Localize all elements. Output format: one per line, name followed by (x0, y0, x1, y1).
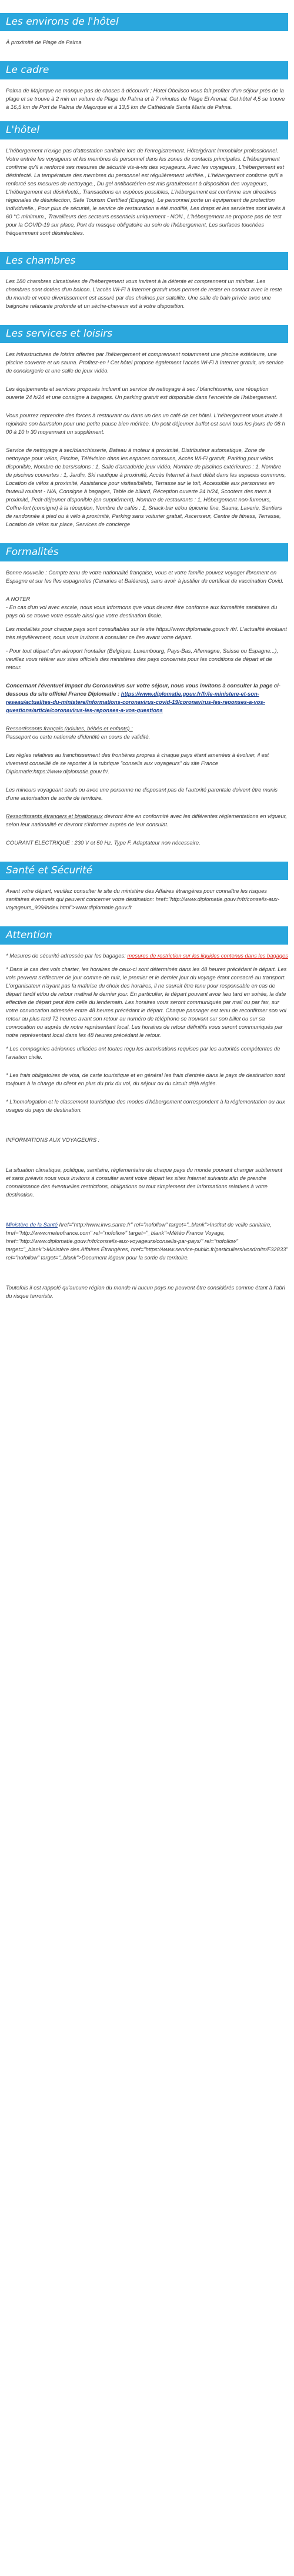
french-nationals-heading: Ressortissants français (adultes, bébés et enfants) : (6, 725, 133, 732)
note-text-3: - Pour tout départ d'un aéroport frontalier (Belgique, Luxembourg, Pays-Bas, Allemagne, Suisse ou Espagne...), veuillez vous référer aux sites officiels des ministères des pays concernés pour les conditions de départ et de retour. (6, 647, 279, 670)
services-text-2: Les équipements et services proposés incluent un service de nettoyage à sec / blanchisserie, une réception ouverte 24 h/24 et une consigne à bagages. Un parking gratuit est disponible dans l'enceinte de l'hébergement. (6, 385, 278, 400)
note-text-2: Les modalités pour chaque pays sont consultables sur le site https://www.diplomatie.gouv.fr /fr/. L'actualité évoluant très régulièrement, nous vous invitons à consulter ce lien avant votre départ. (6, 626, 287, 640)
attention-charter-text: * Dans le cas des vols charter, les horaires de ceux-ci sont déterminés dans les 48 heures précédant le départ. Les vols peuvent s'effectuer de jour comme de nuit, le premier et le dernier jour du voyage étant consacré au transport. L'organisateur n'ayant pas la maîtrise du choix des horaires, il ne saurait être tenu pour responsable en cas de départ tardif et/ou de retour matinal le dernier jour. En particulier, le départ pouvant avoir lieu tard en soirée, la date effective de départ peut être celle du lendemain. Les horaires vous seront communiqués par mail ou par fax, sur votre convocation adressée entre 48 heures précédant le départ. Chaque passager est tenu de reconfirmer son vol retour au plus tard 72 heures avant son retour au numéro de téléphone se trouvant sur son billet ou sur sa convocation ou auprès de notre représentant local. Les horaires de retour définitifs vous seront communiqués par notre représentant local dans les 48 heures précédant le retour. (6, 966, 287, 1038)
section-cadre (0, 61, 294, 111)
section-title-chambres: Les chambres (0, 252, 288, 270)
section-formalites (0, 543, 294, 847)
attention-airlines-text: * Les compagnies aériennes utilisées ont toutes reçu les autorisations requises par les autorités compétentes de l'aviation civile. (6, 1045, 280, 1060)
note-heading: A NOTER (6, 596, 31, 602)
section-attention (0, 926, 294, 1300)
coronavirus-link[interactable]: https://www.diplomatie.gouv.fr/fr/le-ministere-et-son-reseau/actualites-du-ministere/informations-coronavirus-covid-19/coronavirus-les-reponses-a-vos-questions/article/coronavirus-les-reponses-a-vos-questions (6, 690, 265, 713)
cadre-text: Palma de Majorque ne manque pas de choses à découvrir ; Hotel Obelisco vous fait profiter d'un séjour près de la plage et se trouve à 2 min en voiture de Plage de Palma et à 7 minutes de Plage El Arenal. Cet hôtel 4,5 se trouve à 16,5 km de Port de Palma de Majorque et à 13,5 km de Cathédrale Santa Maria de Palma. (6, 87, 285, 110)
attention-security-text: * Mesures de sécurité adressée par les bagages: (6, 952, 128, 959)
section-title-cadre: Le cadre (0, 61, 288, 79)
section-services (0, 325, 294, 529)
section-title-formalites: Formalités (0, 543, 288, 561)
section-title-environs: Les environs de l'hôtel (0, 13, 288, 31)
foreign-nationals-heading: Ressortissants étrangers et binationaux (6, 813, 103, 819)
services-text-4: Service de nettoyage à sec/blanchisserie, Bateau à moteur à proximité, Distributeur automatique, Zone de nettoyage pour vélos, Piscine, Télévision dans les espaces communs, Accès Wi-Fi gratuit, Parking pour vélos disponible, Nombre de bars/salons : 1, Salle d'arcade/de jeux vidéo, Nombre de piscines extérieures : 1, Nombre de piscines couvertes : 1, Jardin, Ski nautique à proximité, Accès Internet à haut débit dans les espaces communs, Location de vélos à proximité, Assistance pour visites/billets, Terrasse sur le toit, Accessible aux personnes en fauteuil roulant - N/A, Consigne à bagages, Table de billard, Réception ouverte 24 h/24, Scooters des mers à proximité, Petit-déjeuner disponible (en supplément), Nombre de restaurants : 1, Hébergement non-fumeurs, Coffre-fort (consigne) à la réception, Nombre de cafés : 1, Snack-bar et/ou épicerie fine, Sauna, Laverie, Sentiers de randonnée à pied ou à vélo à proximité, Parking sans voiturier gratuit, Ascenseur, Centre de fitness, Terrasse, Location de vélos sur place, Services de concierge (6, 447, 286, 527)
coronavirus-notice (6, 682, 288, 714)
section-sante (0, 862, 294, 912)
power-text: COURANT ÉLECTRIQUE : 230 V et 50 Hz. Type F. Adaptateur non nécessaire. (6, 839, 201, 846)
environs-text: À proximité de Plage de Palma (6, 39, 82, 45)
useful-links-text: href="http://www.invs.sante.fr" rel="nofollow" target="_blank">Institut de veille sanitaire, href="http://www.meteofrance.com" rel="nofollow" target="_blank">Météo France Voyage, href="http://www.diplomatie.gouv.fr/fr/conseils-aux-voyageurs/conseils-par-pays/" rel="nofollow" target="_blank">Ministère des Affaires Étrangères, href="https://www.service-public.fr/particuliers/vosdroits/F32833" rel="nofollow" target="_blank">Document légaux pour la sortie du territoire. (6, 1221, 288, 1261)
section-title-attention: Attention (0, 926, 288, 945)
sante-text: Avant votre départ, veuillez consulter le site du ministère des Affaires étrangères pour connaître les risques sanitaires éventuels qui peuvent concerner votre destination: href="http://www.diplomatie.gouv.fr/fr/conseils-aux-voyageurs_909/index.html">www.diplomatie.gouv.fr (6, 888, 280, 910)
health-ministry-link[interactable]: Ministère de la Santé (6, 1221, 58, 1228)
foreign-nationals (6, 812, 288, 829)
border-rules-text: Les règles relatives au franchissement des frontières propres à chaque pays étant amenées à évoluer, il est vivement conseillé de se reporter à la rubrique "conseils aux voyageurs" du site France Diplomatie:https://www.diplomatie.gouv.fr/. (6, 752, 269, 775)
chambres-text: Les 180 chambres climatisées de l'hébergement vous invitent à la détente et comprennent un minibar. Les chambres sont dotées d'un balcon. L'accès Wi-Fi à Internet gratuit vous permet de rester en contact avec le reste du monde et votre divertissement est assuré par des chaînes par satellite. Une salle de bain privée avec une baignoire relaxante profonde et un sèche-cheveux est à votre disposition. (6, 278, 282, 309)
section-title-sante: Santé et Sécurité (0, 862, 288, 880)
french-nationals-text: Passeport ou carte nationale d'identité en cours de validité. (6, 733, 151, 740)
services-text-3: Vous pourrez reprendre des forces à restaurant ou dans un des un café de cet hôtel. L'hébergement vous invite à rejoindre son bar/salon pour une petite pause bien méritée. Un petit déjeuner buffet est servi tous les jours de 08 h 00 à 10 h 30 moyennant un supplément. (6, 412, 285, 435)
attention-fees-text: * Les frais obligatoires de visa, de carte touristique et en général les frais d'entrée dans le pays de destination sont toujours à la charge du client en plus du prix du vol, du séjour ou du circuit déjà réglés. (6, 1072, 285, 1086)
section-environs (0, 13, 294, 46)
section-chambres (0, 252, 294, 310)
foreign-nationals-text: devront être en conformité avec les différentes réglementations en vigueur, selon leur nationalité et devront s'informer auprès de leur consulat. (6, 813, 287, 827)
minors-text: Les mineurs voyageant seuls ou avec une personne ne disposant pas de l'autorité parentale doivent être munis d'une autorisation de sortie de territoire. (6, 786, 278, 801)
section-title-services: Les services et loisirs (0, 325, 288, 343)
useful-links (6, 1221, 288, 1262)
hotel-text: L'hébergement n'exige pas d'attestation sanitaire lors de l'enregistrement. Hôte/gérant immobilier professionnel. Votre entrée les voyageurs et les membres du personnel dans les zones de contacts principales. L'hébergement confirme qu'il a renforcé ses mesures de sécurité vis-à-vis des voyageurs. Avec les voyageurs, L'hébergement est désinfecté. La température des membres du personnel est régulièrement vérifiée., L'hébergement confirme qu'il a renforcé ses mesures de nettoyage., Du gel antibactérien est mis gratuitement à disposition des voyageurs, L'hébergement est désinfecté., Transactions en espèces possibles, L'hébergement est conforme aux directives régionales de désinfection, Safe Tourism Certified (Espagne), Le personnel porte un équipement de protection individuelle., Pour plus de sécurité, le service de restauration a été modifié, Les draps et les serviettes sont lavés à 60 °C minimum., Travailleurs des secteurs essentiels uniquement - NON., L'hébergement ne propose pas de test pour la COVID-19 sur place, Port du masque obligatoire au sein de l'hébergement, Les surfaces touchées fréquemment sont désinfectées. (6, 147, 286, 236)
attention-classification-text: * L'homologation et le classement touristique des modes d'hébergement correspondent à la réglementation ou aux usages du pays de destination. (6, 1098, 285, 1113)
coronavirus-notice-text: Concernant l'éventuel impact du Coronavirus sur votre séjour, nous vous invitons à consulter la page ci-dessous du site officiel France Diplomatie : (6, 682, 280, 697)
attention-security (6, 952, 288, 960)
section-hotel (0, 121, 294, 237)
liquids-restriction-link[interactable]: mesures de restriction sur les liquides contenus dans les bagages (127, 952, 288, 959)
travellers-info-heading: INFORMATIONS AUX VOYAGEURS : (6, 1136, 100, 1143)
note-text-1: - En cas d'un vol avec escale, nous vous informons que vous devrez être conforme aux formalités sanitaires du pays où se trouve votre escale ainsi que votre destination finale. (6, 604, 278, 619)
travellers-info-text: La situation climatique, politique, sanitaire, réglementaire de chaque pays du monde pouvant changer subitement et sans préavis nous vous invitons à consulter avant votre départ les sites Internet suivants afin de prendre connaissance des éventuelles restrictions, obligations ou tout simplement des informations relatives à votre destination. (6, 1166, 283, 1198)
terrorism-notice: Toutefois il est rappelé qu'aucune région du monde ni aucun pays ne peuvent être considérés comme étant à l'abri du risque terroriste. (6, 1284, 285, 1299)
formalites-text-1: Bonne nouvelle : Compte tenu de votre nationalité française, vous et votre famille pouvez voyager librement en Espagne et sur les îles espagnoles (Canaries et Baléares), sans avoir à justifier de certificat de vaccination Covid. (6, 569, 284, 584)
services-text-1: Les infrastructures de loisirs offertes par l'hébergement et comprennent notamment une piscine extérieure, une piscine couverte et un sauna. Profitez-en ! Cet hôtel propose également l'accès Wi-Fi à Internet gratuit, un service de conciergerie et une salle de jeux vidéo. (6, 351, 284, 374)
section-title-hotel: L'hôtel (0, 121, 288, 139)
